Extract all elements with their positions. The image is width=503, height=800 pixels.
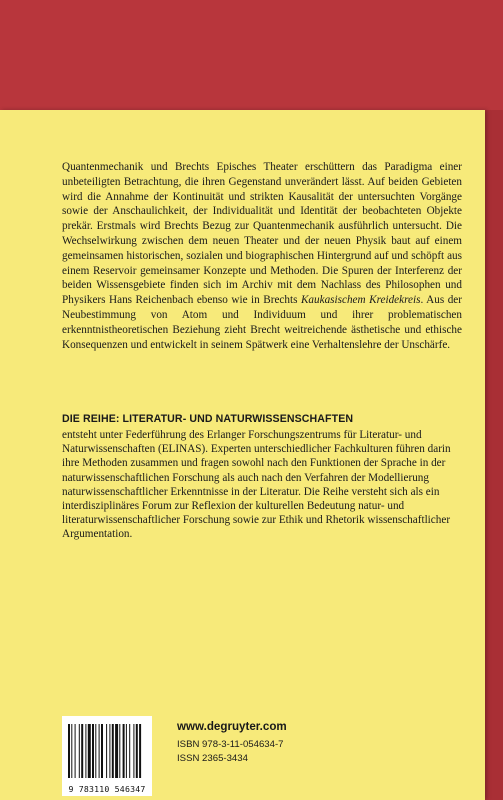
barcode-bar bbox=[136, 724, 138, 778]
barcode-bar bbox=[106, 724, 107, 778]
barcode-bar bbox=[95, 724, 96, 778]
cover-spine-edge bbox=[485, 110, 503, 800]
barcode-bar bbox=[139, 724, 141, 778]
barcode-number: 9 783110 546347 bbox=[68, 784, 146, 794]
cover-top-band bbox=[0, 0, 503, 110]
barcode-bar bbox=[112, 724, 114, 778]
barcode-bar bbox=[75, 724, 76, 778]
barcode-bar bbox=[123, 724, 125, 778]
blurb-text-part-1: Quantenmechanik und Brechts Episches Theater erschüttern das Paradigma einer unbeteiligten Betrachtung, die ihren Gegenstand unverändert lässt. Auf beiden Gebieten wird die Annahme der Kontinuität und strikten Kausalität der untersuchten Vorgänge sowie der Anschaulichkeit, der Individualität und Identität der beobachteten Objekte prekär. Erstmals wird Brechts Bezug zur Quantenmechanik ausführlich untersucht. Die Wechselwirkung zwischen dem neuen Theater und der neuen Physik baut auf einem gemeinsamen historischen, sozialen und biographischen Hintergrund auf und schöpft aus einem Reservoir gemeinsamer Konzepte und Methoden. Die Spuren der Interferenz der beiden Wissensgebiete finden sich im Archiv mit dem Nachlass des Philosophen und Physikers Hans Reichenbach ebenso wie in Brechts bbox=[62, 161, 462, 307]
barcode-bar bbox=[109, 724, 110, 778]
barcode-bar bbox=[71, 724, 72, 778]
publisher-info bbox=[177, 720, 287, 766]
barcode-bar bbox=[92, 724, 94, 778]
barcode bbox=[62, 716, 152, 796]
barcode-bar bbox=[85, 724, 86, 778]
barcode-bar bbox=[129, 724, 130, 778]
barcode-bar bbox=[115, 724, 118, 778]
barcode-bar bbox=[79, 724, 80, 778]
barcode-bar bbox=[81, 724, 83, 778]
issn-number: ISSN 2365-3434 bbox=[177, 753, 248, 764]
barcode-bar bbox=[119, 724, 120, 778]
barcode-bar bbox=[99, 724, 100, 778]
barcode-bar bbox=[88, 724, 91, 778]
publisher-website-link[interactable]: www.degruyter.com bbox=[177, 720, 287, 733]
barcode-bar bbox=[101, 724, 103, 778]
book-blurb bbox=[62, 160, 462, 352]
blurb-text-part-2: . Aus der Neubestimmung von Atom und Individuum und ihrer problematischen erkenntnistheoretischen Beziehung zieht Brecht weitreichende ästhetische und ethische Konsequenzen und entwickelt in seinem Spätwerk eine Verhaltenslehre der Unschärfe. bbox=[62, 294, 462, 351]
barcode-bars bbox=[68, 724, 146, 778]
barcode-bar bbox=[133, 724, 134, 778]
blurb-italic-title: Kaukasischem Kreidekreis bbox=[300, 294, 421, 307]
barcode-bar bbox=[126, 724, 127, 778]
series-description: entsteht unter Federführung des Erlanger Forschungszentrums für Literatur- und Naturwissenschaften (ELINAS). Experten unterschiedlicher Fachkulturen führen darin ihre Methoden zusammen und fragen sowohl nach den Funktionen der Sprache in der naturwissenschaftlichen Forschung als auch nach den Verfahren der Modellierung naturwissenschaftlicher Erkenntnisse in der Literatur. Die Reihe versteht sich als ein interdisziplinäres Forum zur Reflexion der kulturellen Bedeutung natur- und literaturwissenschaftlicher Forschung sowie zur Ethik und Rhetorik wissenschaftlicher Argumentation. bbox=[62, 429, 451, 541]
isbn-number: ISBN 978-3-11-054634-7 bbox=[177, 739, 284, 750]
barcode-bar bbox=[68, 724, 70, 778]
series-heading: DIE REIHE: LITERATUR- UND NATURWISSENSCHAFTEN bbox=[62, 413, 354, 425]
